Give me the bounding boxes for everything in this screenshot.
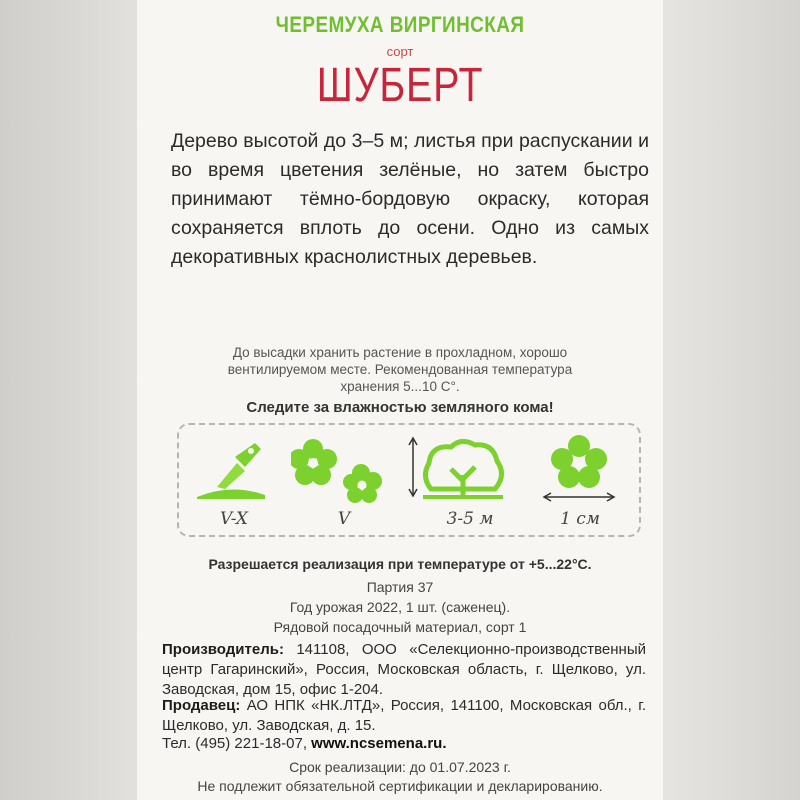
- planting-period-caption: V-X: [220, 509, 248, 529]
- moisture-warning: Следите за влажностью земляного кома!: [246, 399, 554, 416]
- seller-info: [162, 696, 646, 736]
- storage-line-3: хранения 5...10 С°.: [340, 379, 460, 394]
- phone-number: Тел. (495) 221-18-07,: [162, 735, 307, 752]
- flowering-month-caption: V: [337, 509, 351, 529]
- contact-line: [162, 735, 447, 752]
- plant-description: Дерево высотой до 3–5 м; листья при распускании и во время цветения зелёные, но затем быстро принимают тёмно-бордовую окраску, которая сохраняется вплоть до осени. Одно из самых декоративных краснолистных деревьев.: [171, 130, 649, 268]
- flower-size-icon: [541, 435, 617, 503]
- producer-text: 141108, ООО «Селекционно-производственный центр Гагаринский», Россия, Московская область, г. Щелково, ул. Заводская, дом 15, офис 1-204.: [162, 641, 646, 698]
- sale-temperature-note: Разрешается реализация при температуре от +5...22°С.: [208, 556, 592, 572]
- batch-number: Партия 37: [366, 579, 434, 595]
- certification-note: Не подлежит обязательной сертификации и декларированию.: [197, 778, 603, 794]
- seller-label: Продавец:: [162, 697, 241, 714]
- storage-line-2: вентилируемом месте. Рекомендованная температура: [227, 362, 573, 377]
- background-right: [660, 0, 800, 800]
- species-title: ЧЕРЕМУХА ВИРГИНСКАЯ: [275, 12, 525, 37]
- producer-info: [162, 640, 646, 700]
- storage-instructions: [177, 344, 623, 395]
- variety-title: ШУБЕРТ: [316, 59, 484, 112]
- planting-trowel-icon: [195, 439, 267, 501]
- producer-label: Производитель:: [162, 641, 284, 658]
- background-left: [0, 0, 140, 800]
- planting-material-grade: Рядовой посадочный материал, сорт 1: [273, 619, 527, 635]
- planting-info-icons: [177, 423, 641, 537]
- seller-text: АО НПК «НК.ЛТД», Россия, 141100, Московская обл., г. Щелково, ул. Заводская, д. 15.: [162, 697, 646, 734]
- website-link[interactable]: www.ncsemena.ru.: [311, 735, 447, 752]
- flowers-icon: [291, 437, 391, 503]
- flower-size-caption: 1 см: [560, 509, 600, 529]
- tree-height-caption: 3-5 м: [446, 509, 494, 529]
- harvest-year: Год урожая 2022, 1 шт. (саженец).: [289, 599, 511, 615]
- storage-line-1: До высадки хранить растение в прохладном, хорошо: [232, 345, 568, 360]
- seed-packet-label: [137, 0, 663, 800]
- variety-kind-label: сорт: [386, 44, 414, 59]
- shelf-life: Срок реализации: до 01.07.2023 г.: [289, 759, 511, 775]
- tree-height-icon: [407, 435, 517, 501]
